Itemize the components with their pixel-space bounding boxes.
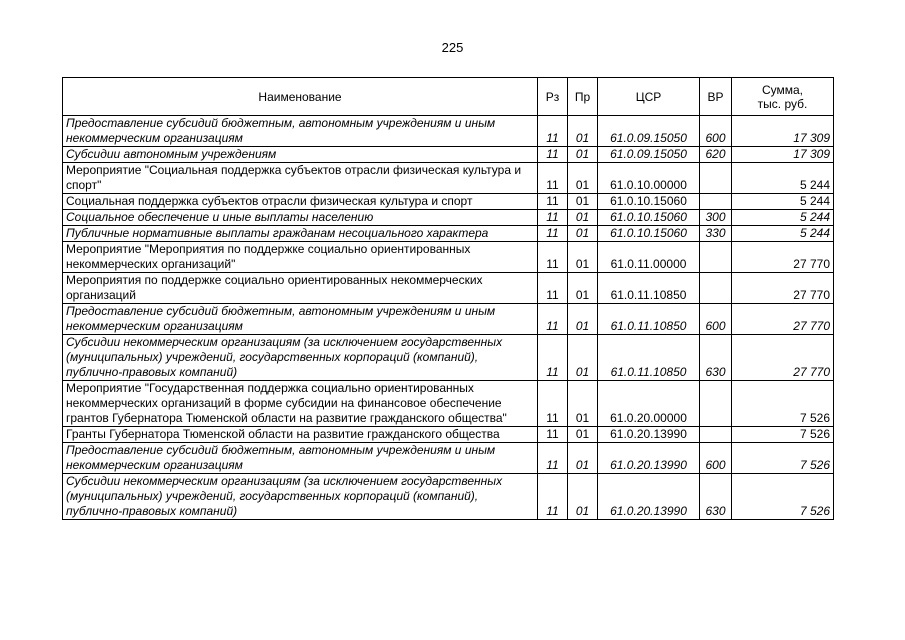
row-csr-cell: 61.0.09.15050 (598, 116, 700, 147)
budget-table (62, 77, 834, 520)
row-rz-cell: 11 (538, 474, 568, 520)
header-vr: ВР (700, 78, 732, 116)
row-rz-cell: 11 (538, 147, 568, 163)
row-rz-cell: 11 (538, 273, 568, 304)
header-pr: Пр (568, 78, 598, 116)
row-csr-cell: 61.0.20.00000 (598, 381, 700, 427)
row-pr-cell: 01 (568, 194, 598, 210)
row-csr-cell: 61.0.20.13990 (598, 443, 700, 474)
table-row (63, 304, 834, 335)
table-row (63, 226, 834, 242)
table-row (63, 381, 834, 427)
header-rz: Рз (538, 78, 568, 116)
row-csr-cell: 61.0.10.15060 (598, 226, 700, 242)
row-pr-cell: 01 (568, 210, 598, 226)
header-name: Наименование (63, 78, 538, 116)
row-csr-cell: 61.0.10.00000 (598, 163, 700, 194)
row-csr-cell: 61.0.11.10850 (598, 273, 700, 304)
row-vr-cell: 300 (700, 210, 732, 226)
row-vr-cell: 330 (700, 226, 732, 242)
header-sum (732, 78, 834, 116)
row-name-cell: Субсидии некоммерческим организациям (за исключением государственных (муниципальных) учреждений, государственных корпораций (компаний), публично-правовых компаний) (63, 335, 538, 381)
row-csr-cell: 61.0.11.10850 (598, 304, 700, 335)
row-name-cell: Мероприятие "Мероприятия по поддержке социально ориентированных некоммерческих организаций" (63, 242, 538, 273)
row-vr-cell: 620 (700, 147, 732, 163)
row-sum-cell: 27 770 (732, 335, 834, 381)
row-sum-cell: 5 244 (732, 210, 834, 226)
row-sum-cell: 7 526 (732, 381, 834, 427)
row-vr-cell: 600 (700, 443, 732, 474)
row-pr-cell: 01 (568, 335, 598, 381)
table-row (63, 273, 834, 304)
row-vr-cell: 600 (700, 304, 732, 335)
table-row (63, 163, 834, 194)
table-body (63, 116, 834, 520)
table-row (63, 474, 834, 520)
row-vr-cell (700, 194, 732, 210)
table-row (63, 242, 834, 273)
row-pr-cell: 01 (568, 116, 598, 147)
row-vr-cell: 630 (700, 335, 732, 381)
row-rz-cell: 11 (538, 304, 568, 335)
row-pr-cell: 01 (568, 163, 598, 194)
row-rz-cell: 11 (538, 210, 568, 226)
page-number: 225 (441, 40, 464, 55)
table-row (63, 116, 834, 147)
header-sum-line2: тыс. руб. (757, 96, 808, 111)
row-name-cell: Мероприятия по поддержке социально ориентированных некоммерческих организаций (63, 273, 538, 304)
row-rz-cell: 11 (538, 116, 568, 147)
row-sum-cell: 5 244 (732, 226, 834, 242)
row-sum-cell: 27 770 (732, 242, 834, 273)
table-header (63, 78, 834, 116)
row-name-cell: Предоставление субсидий бюджетным, автономным учреждениям и иным некоммерческим организациям (63, 443, 538, 474)
header-csr: ЦСР (598, 78, 700, 116)
row-pr-cell: 01 (568, 427, 598, 443)
row-pr-cell: 01 (568, 226, 598, 242)
row-name-cell: Субсидии некоммерческим организациям (за исключением государственных (муниципальных) учреждений, государственных корпораций (компаний), публично-правовых компаний) (63, 474, 538, 520)
row-rz-cell: 11 (538, 427, 568, 443)
row-pr-cell: 01 (568, 443, 598, 474)
row-vr-cell (700, 242, 732, 273)
row-pr-cell: 01 (568, 273, 598, 304)
table-row (63, 443, 834, 474)
row-rz-cell: 11 (538, 163, 568, 194)
row-sum-cell: 17 309 (732, 147, 834, 163)
row-name-cell: Гранты Губернатора Тюменской области на развитие гражданского общества (63, 427, 538, 443)
row-name-cell: Социальное обеспечение и иные выплаты населению (63, 210, 538, 226)
row-pr-cell: 01 (568, 242, 598, 273)
row-name-cell: Мероприятие "Социальная поддержка субъектов отрасли физическая культура и спорт" (63, 163, 538, 194)
row-rz-cell: 11 (538, 242, 568, 273)
table-row (63, 210, 834, 226)
row-pr-cell: 01 (568, 147, 598, 163)
row-rz-cell: 11 (538, 226, 568, 242)
row-sum-cell: 17 309 (732, 116, 834, 147)
table-row (63, 194, 834, 210)
table-row (63, 427, 834, 443)
header-sum-line1: Сумма, (761, 82, 804, 97)
row-pr-cell: 01 (568, 381, 598, 427)
header-row (63, 78, 834, 116)
row-vr-cell (700, 273, 732, 304)
row-vr-cell: 600 (700, 116, 732, 147)
row-pr-cell: 01 (568, 304, 598, 335)
row-vr-cell (700, 381, 732, 427)
row-csr-cell: 61.0.10.15060 (598, 210, 700, 226)
row-sum-cell: 5 244 (732, 194, 834, 210)
row-rz-cell: 11 (538, 443, 568, 474)
row-csr-cell: 61.0.20.13990 (598, 474, 700, 520)
row-rz-cell: 11 (538, 381, 568, 427)
row-name-cell: Предоставление субсидий бюджетным, автономным учреждениям и иным некоммерческим организациям (63, 116, 538, 147)
row-sum-cell: 5 244 (732, 163, 834, 194)
row-sum-cell: 27 770 (732, 273, 834, 304)
row-sum-cell: 7 526 (732, 427, 834, 443)
row-name-cell: Предоставление субсидий бюджетным, автономным учреждениям и иным некоммерческим организациям (63, 304, 538, 335)
row-sum-cell: 7 526 (732, 474, 834, 520)
row-sum-cell: 7 526 (732, 443, 834, 474)
row-name-cell: Социальная поддержка субъектов отрасли физическая культура и спорт (63, 194, 538, 210)
row-csr-cell: 61.0.20.13990 (598, 427, 700, 443)
row-pr-cell: 01 (568, 474, 598, 520)
row-rz-cell: 11 (538, 194, 568, 210)
row-csr-cell: 61.0.10.15060 (598, 194, 700, 210)
row-name-cell: Мероприятие "Государственная поддержка социально ориентированных некоммерческих организаций в форме субсидии на финансовое обеспечение грантов Губернатора Тюменской области на развитие гражданского общества" (63, 381, 538, 427)
row-name-cell: Публичные нормативные выплаты гражданам несоциального характера (63, 226, 538, 242)
table-row (63, 335, 834, 381)
row-name-cell: Субсидии автономным учреждениям (63, 147, 538, 163)
row-csr-cell: 61.0.11.00000 (598, 242, 700, 273)
row-rz-cell: 11 (538, 335, 568, 381)
row-vr-cell: 630 (700, 474, 732, 520)
row-csr-cell: 61.0.11.10850 (598, 335, 700, 381)
row-vr-cell (700, 163, 732, 194)
table-row (63, 147, 834, 163)
row-sum-cell: 27 770 (732, 304, 834, 335)
row-vr-cell (700, 427, 732, 443)
row-csr-cell: 61.0.09.15050 (598, 147, 700, 163)
